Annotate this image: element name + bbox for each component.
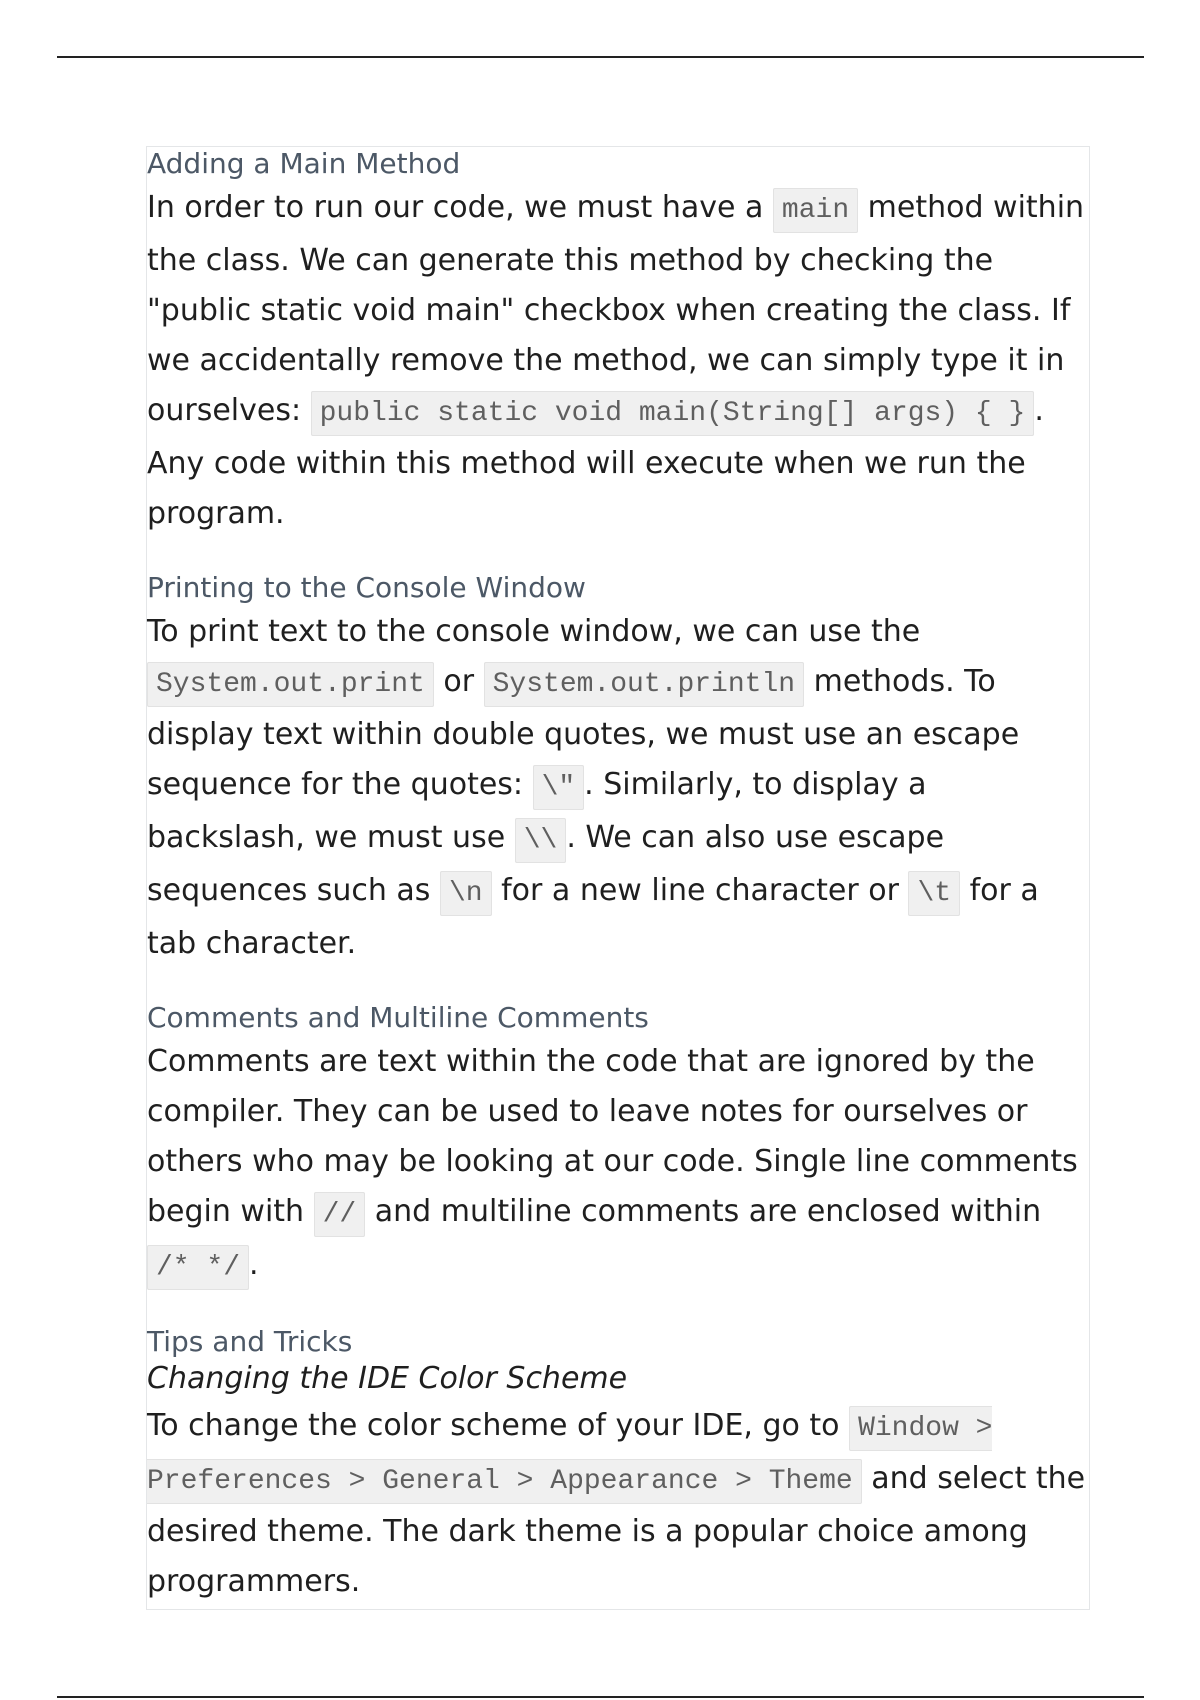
inline-code: /* */ — [147, 1245, 249, 1290]
inline-code: Window > Preferences > General > Appearance > Theme — [147, 1406, 992, 1504]
paragraph-text: and multiline comments are enclosed within — [365, 1194, 1042, 1229]
inline-code: // — [314, 1192, 366, 1237]
paragraph-text: . Any code within this method will execute when we run the program. — [147, 393, 1044, 531]
inline-code: public static void main(String[] args) { } — [311, 391, 1035, 436]
inline-code: main — [773, 188, 858, 233]
inline-code: \n — [440, 871, 492, 916]
paragraph — [147, 1037, 1089, 1293]
section-title: Comments and Multiline Comments — [147, 1001, 649, 1034]
paragraph-text: . We can also use escape sequences such as — [147, 820, 945, 908]
section-title: Tips and Tricks — [147, 1325, 353, 1358]
inline-code: System.out.print — [147, 662, 434, 707]
paragraph-text: In order to run our code, we must have a — [147, 190, 773, 225]
inline-code: \" — [533, 765, 585, 810]
paragraph-text: To change the color scheme of your IDE, go to — [147, 1408, 850, 1443]
header-rule — [57, 56, 1144, 58]
footer-rule — [57, 1696, 1144, 1698]
document-content — [146, 146, 1090, 1610]
paragraph — [147, 1401, 1089, 1607]
paragraph — [147, 183, 1089, 539]
paragraph-text: or — [433, 664, 484, 699]
inline-code: \\ — [515, 818, 567, 863]
paragraph-text: methods. To display text within double quotes, we must use an escape sequence for the quotes: — [147, 664, 1020, 802]
paragraph-text: . Similarly, to display a backslash, we must use — [147, 767, 927, 855]
paragraph-text: . — [249, 1247, 259, 1282]
section-subtitle: Changing the IDE Color Scheme — [147, 1361, 628, 1396]
paragraph-text: To print text to the console window, we can use the — [147, 614, 921, 649]
inline-code: System.out.println — [484, 662, 804, 707]
paragraph-text: Comments are text within the code that are ignored by the compiler. They can be used to leave notes for ourselves or others who may be looking at our code. Single line comments begin with — [147, 1044, 1078, 1229]
paragraph-text: for a tab character. — [147, 873, 1039, 961]
section-title: Printing to the Console Window — [147, 571, 586, 604]
inline-code: \t — [908, 871, 960, 916]
paragraph — [147, 607, 1089, 969]
paragraph-text: method within the class. We can generate this method by checking the "public static void main" checkbox when creating the class. If we accidentally remove the method, we can simply type it in ourselves: — [147, 190, 1085, 428]
paragraph-text: and select the desired theme. The dark theme is a popular choice among programmers. — [147, 1461, 1086, 1599]
section-title: Adding a Main Method — [147, 147, 461, 180]
paragraph-text: for a new line character or — [491, 873, 909, 908]
